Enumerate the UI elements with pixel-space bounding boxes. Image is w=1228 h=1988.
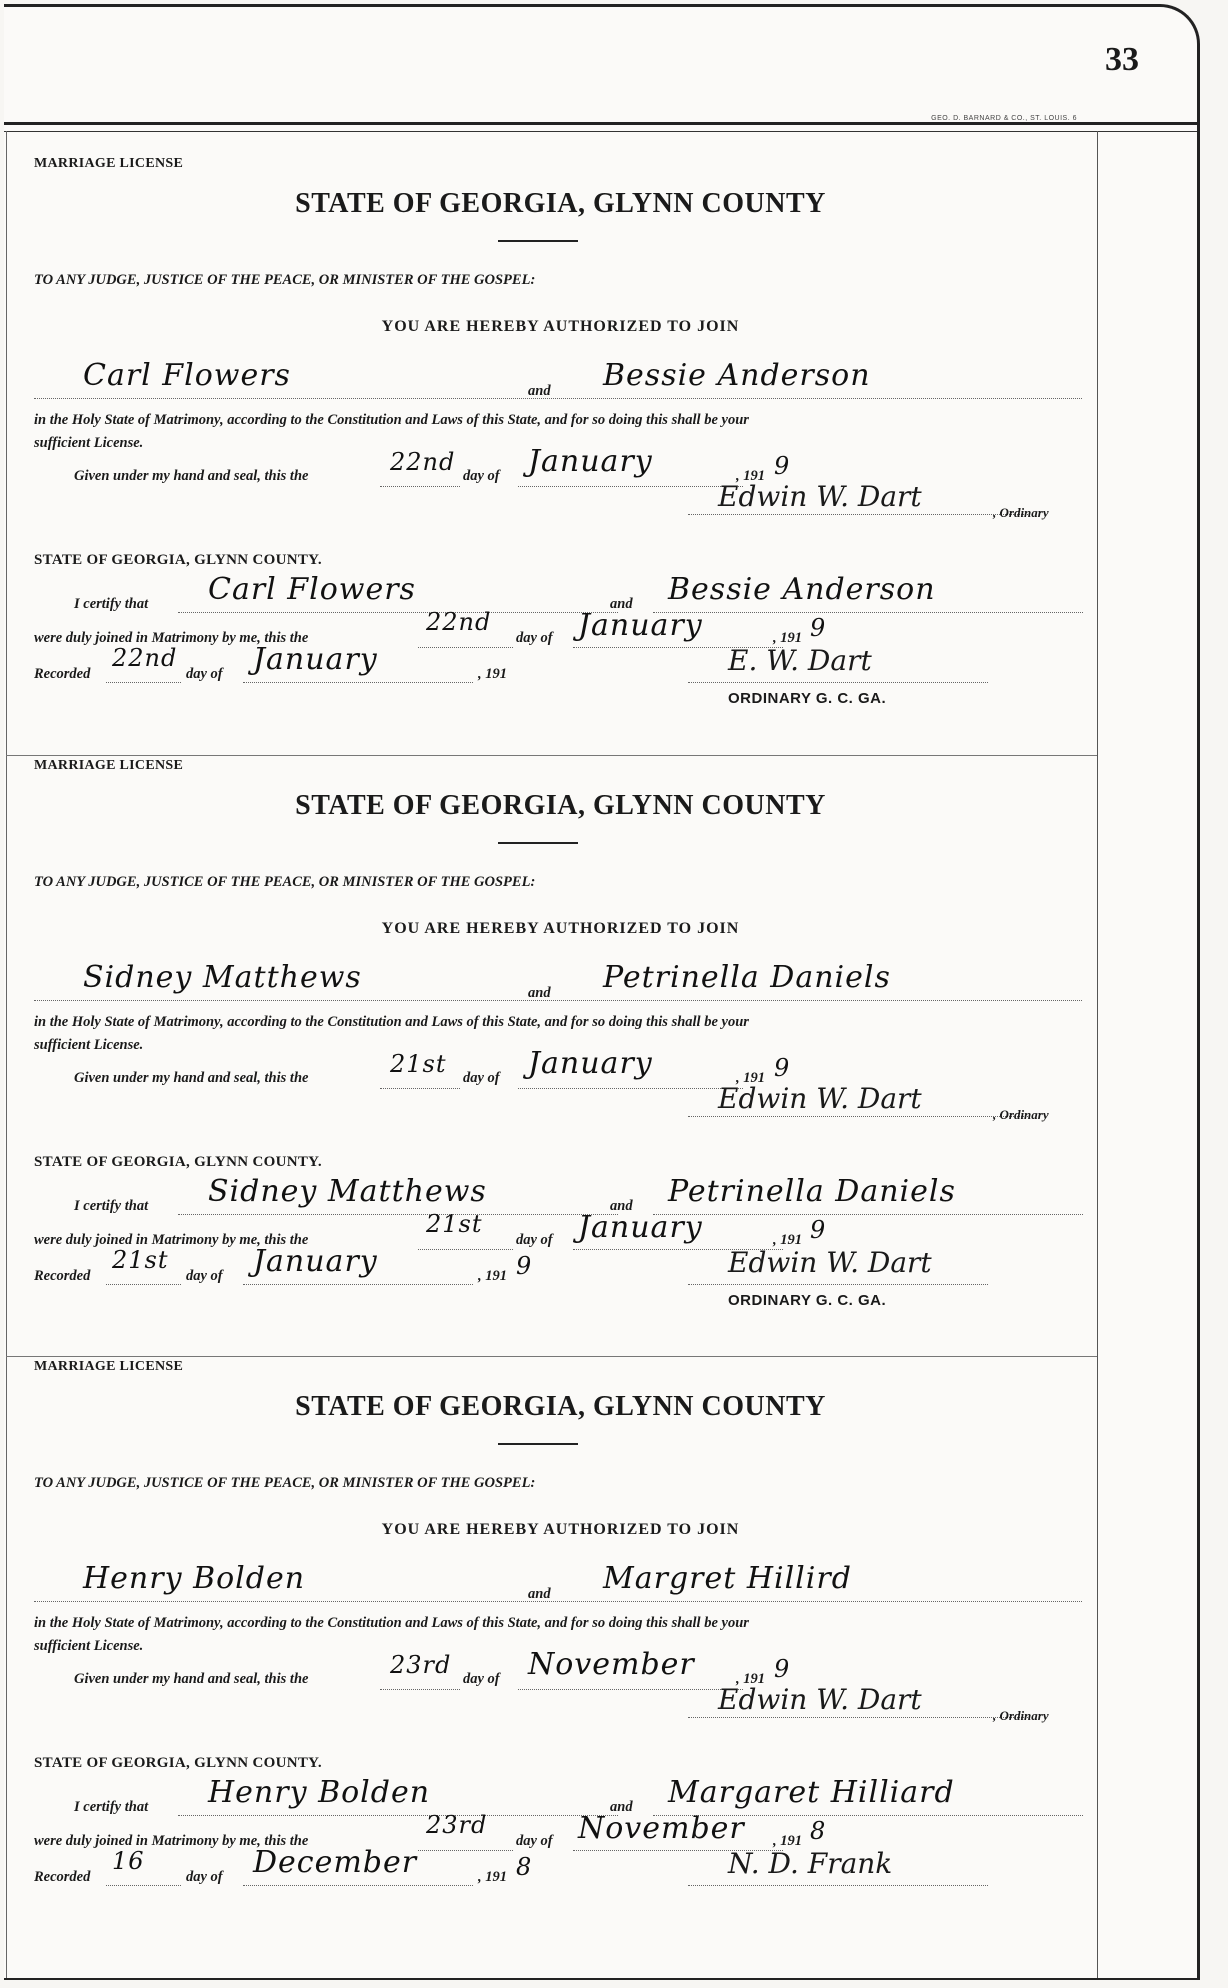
marriage-record [28,752,1093,1352]
holy-state-text: in the Holy State of Matrimony, according to the Constitution and Laws of this State, and for so doing this shall be your [34,1615,749,1631]
given-day: 23rd [390,1651,452,1679]
recorded-month: December [253,1845,418,1880]
license-title: STATE OF GEORGIA, GLYNN COUNTY [295,188,826,219]
recorded-month-line [243,1885,473,1886]
certify-prefix: I certify that [74,596,149,612]
day-of-label: day of [516,1232,553,1248]
joined-month: January [578,608,703,643]
certify-prefix: I certify that [74,1198,149,1214]
given-year-prefix: , 191 [736,1671,765,1687]
ordinary-signature: Edwin W. Dart [718,1683,922,1716]
joined-month: January [578,1210,703,1245]
recorded-month: January [253,642,378,677]
joined-year-digit: 9 [810,1216,827,1244]
sufficient-license-text: sufficient License. [34,435,144,451]
given-year-prefix: , 191 [736,1070,765,1086]
recorded-month: January [253,1244,378,1279]
day-of-label: day of [463,1671,500,1687]
ordinary-label: , Ordinary [993,1708,1049,1723]
top-rule-thin [4,131,1197,132]
ordinary-signature: Edwin W. Dart [718,1082,922,1115]
recorded-day-line [106,1885,181,1886]
ordinary-label: , Ordinary [993,505,1049,520]
cert-groom-line [178,1815,618,1816]
recorded-day-line [106,682,181,683]
day-of-label: day of [463,468,500,484]
joined-year-digit: 8 [810,1817,827,1845]
recorded-day-of: day of [186,1869,223,1885]
recorded-day: 22nd [112,644,178,672]
officiant-signature: E. W. Dart [728,644,872,677]
given-year-digit: 9 [774,1655,791,1683]
recorded-prefix: Recorded [34,1869,91,1885]
holy-state-text: in the Holy State of Matrimony, according to the Constitution and Laws of this State, and for so doing this shall be your [34,412,749,428]
certificate-title: STATE OF GEORGIA, GLYNN COUNTY. [34,1154,322,1170]
recorded-day-of: day of [186,666,223,682]
groom-name: Henry Bolden [83,1561,306,1596]
address-line: TO ANY JUDGE, JUSTICE OF THE PEACE, OR MINISTER OF THE GOSPEL: [34,1475,536,1491]
authorized-line: YOU ARE HEREBY AUTHORIZED TO JOIN [381,1521,740,1538]
left-margin-rule [6,131,7,1980]
cert-groom-name: Sidney Matthews [208,1174,487,1209]
recorded-prefix: Recorded [34,666,91,682]
recorded-year-prefix: , 191 [478,666,507,682]
joined-year-digit: 9 [810,614,827,642]
given-month-line [518,486,743,487]
joined-month: November [578,1811,745,1846]
officiant-signature-line [688,1284,988,1285]
license-title: STATE OF GEORGIA, GLYNN COUNTY [295,1391,826,1422]
groom-name: Carl Flowers [83,358,291,393]
ordinary-signature-line [688,1116,1028,1117]
ordinary-stamp: ORDINARY G. C. GA. [728,1292,887,1309]
certificate-title: STATE OF GEORGIA, GLYNN COUNTY. [34,552,322,568]
given-prefix: Given under my hand and seal, this the [74,1070,309,1086]
and-label: and [528,383,551,399]
title-dash [498,1443,578,1445]
joined-day-line [418,647,513,648]
cert-groom-name: Henry Bolden [208,1775,431,1810]
and-label: and [610,1799,633,1815]
officiant-signature: Edwin W. Dart [728,1246,932,1279]
certificate-title: STATE OF GEORGIA, GLYNN COUNTY. [34,1755,322,1771]
cert-bride-line [653,1214,1083,1215]
officiant-signature-line [688,1885,988,1886]
bride-name: Petrinella Daniels [603,960,891,995]
cert-groom-line [178,1214,618,1215]
joined-day: 23rd [426,1811,488,1839]
license-header: MARRIAGE LICENSE [34,758,184,773]
right-margin-rule [1097,131,1098,1980]
sufficient-license-text: sufficient License. [34,1638,144,1654]
and-label: and [610,596,633,612]
cert-groom-name: Carl Flowers [208,572,416,607]
ordinary-label: , Ordinary [993,1107,1049,1122]
cert-bride-name: Margaret Hilliard [668,1775,955,1810]
printer-mark: GEO. D. BARNARD & CO., ST. LOUIS. 6 [931,115,1077,122]
recorded-day: 21st [112,1246,169,1274]
officiant-signature: N. D. Frank [728,1847,893,1880]
given-day-line [380,1689,460,1690]
bride-name: Bessie Anderson [603,358,871,393]
address-line: TO ANY JUDGE, JUSTICE OF THE PEACE, OR MINISTER OF THE GOSPEL: [34,874,536,890]
joined-year-prefix: , 191 [773,1232,802,1248]
ordinary-signature: Edwin W. Dart [718,480,922,513]
officiant-signature-line [688,682,988,683]
holy-state-text: in the Holy State of Matrimony, according to the Constitution and Laws of this State, and for so doing this shall be your [34,1014,749,1030]
title-dash [498,842,578,844]
joined-prefix: were duly joined in Matrimony by me, this the [34,1833,309,1849]
certify-prefix: I certify that [74,1799,149,1815]
names-line [34,398,1082,399]
names-line [34,1000,1082,1001]
recorded-prefix: Recorded [34,1268,91,1284]
given-year-digit: 9 [774,1054,791,1082]
given-day: 21st [390,1050,447,1078]
joined-day: 21st [426,1210,483,1238]
given-month-line [518,1689,743,1690]
given-day: 22nd [390,448,456,476]
given-year-digit: 9 [774,452,791,480]
names-line [34,1601,1082,1602]
and-label: and [528,985,551,1001]
given-year-prefix: , 191 [736,468,765,484]
given-prefix: Given under my hand and seal, this the [74,1671,309,1687]
joined-year-prefix: , 191 [773,1833,802,1849]
given-prefix: Given under my hand and seal, this the [74,468,309,484]
joined-day: 22nd [426,608,492,636]
ordinary-stamp: ORDINARY G. C. GA. [728,690,887,707]
day-of-label: day of [516,630,553,646]
day-of-label: day of [463,1070,500,1086]
joined-day-line [418,1249,513,1250]
groom-name: Sidney Matthews [83,960,362,995]
top-rule [4,122,1197,125]
title-dash [498,240,578,242]
recorded-year-prefix: , 191 [478,1268,507,1284]
joined-prefix: were duly joined in Matrimony by me, this the [34,630,309,646]
marriage-record [28,1353,1093,1953]
given-month: January [528,444,653,479]
given-month: January [528,1046,653,1081]
given-day-line [380,1088,460,1089]
recorded-month-line [243,1284,473,1285]
bride-name: Margret Hillird [603,1561,852,1596]
recorded-year-digit: 8 [516,1853,533,1881]
joined-prefix: were duly joined in Matrimony by me, this the [34,1232,309,1248]
day-of-label: day of [516,1833,553,1849]
cert-bride-line [653,612,1083,613]
sufficient-license-text: sufficient License. [34,1037,144,1053]
ordinary-signature-line [688,1717,1028,1718]
marriage-record [28,150,1093,750]
authorized-line: YOU ARE HEREBY AUTHORIZED TO JOIN [381,318,740,335]
ordinary-signature-line [688,514,1028,515]
recorded-year-digit: 9 [516,1252,533,1280]
and-label: and [610,1198,633,1214]
cert-groom-line [178,612,618,613]
address-line: TO ANY JUDGE, JUSTICE OF THE PEACE, OR MINISTER OF THE GOSPEL: [34,272,536,288]
recorded-day-of: day of [186,1268,223,1284]
cert-bride-name: Bessie Anderson [668,572,936,607]
given-day-line [380,486,460,487]
recorded-day: 16 [112,1847,145,1875]
and-label: and [528,1586,551,1602]
authorized-line: YOU ARE HEREBY AUTHORIZED TO JOIN [381,920,740,937]
recorded-day-line [106,1284,181,1285]
recorded-year-prefix: , 191 [478,1869,507,1885]
given-month: November [528,1647,695,1682]
joined-year-prefix: , 191 [773,630,802,646]
cert-bride-name: Petrinella Daniels [668,1174,956,1209]
page-number: 33 [1105,41,1139,78]
recorded-month-line [243,682,473,683]
license-header: MARRIAGE LICENSE [34,156,184,171]
license-title: STATE OF GEORGIA, GLYNN COUNTY [295,790,826,821]
given-month-line [518,1088,743,1089]
bottom-rule [4,1978,1197,1980]
joined-day-line [418,1850,513,1851]
license-header: MARRIAGE LICENSE [34,1359,184,1374]
